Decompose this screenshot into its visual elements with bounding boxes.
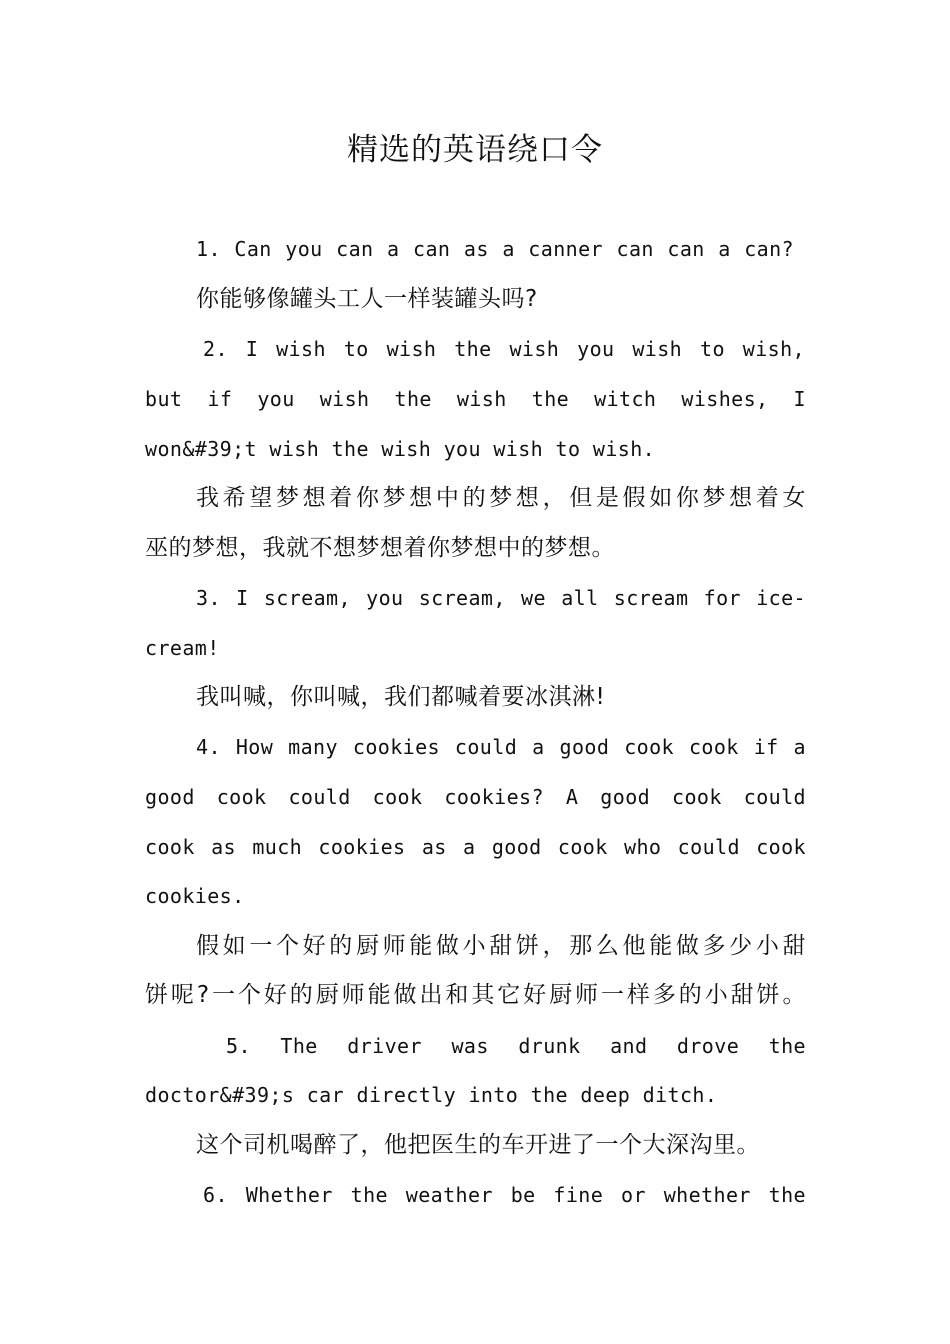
text-line: 1. Can you can a can as a canner can can a can?: [196, 237, 794, 261]
text-line: 你能够像罐头工人一样装罐头吗?: [196, 286, 538, 312]
text-line: 假如一个好的厨师能做小甜饼，那么他能做多少小甜: [196, 933, 806, 959]
text-line: 3. I scream, you scream, we all scream for ice-: [196, 586, 806, 610]
text-line: cook as much cookies as a good cook who could cook: [145, 835, 806, 859]
text-line: 我希望梦想着你梦想中的梦想，但是假如你梦想着女: [196, 485, 806, 511]
text-line: 5. The driver was drunk and drove the: [226, 1034, 806, 1058]
text-line: 6. Whether the weather be fine or whether the: [203, 1183, 806, 1207]
text-line: 这个司机喝醉了，他把医生的车开进了一个大深沟里。: [196, 1132, 760, 1158]
text-line: doctor&#39;s car directly into the deep ditch.: [145, 1083, 718, 1107]
text-line: 4. How many cookies could a good cook cook if a: [196, 735, 806, 759]
text-line: won&#39;t wish the wish you wish to wish.: [145, 437, 656, 461]
text-line: but if you wish the wish the witch wishes, I: [145, 387, 806, 411]
document-title: 精选的英语绕口令: [347, 132, 603, 168]
text-line: 2. I wish to wish the wish you wish to wish,: [203, 337, 805, 361]
text-line: cream!: [145, 636, 220, 660]
text-line: good cook could cook cookies? A good cook could: [145, 785, 806, 809]
text-line: 饼呢?一个好的厨师能做出和其它好厨师一样多的小甜饼。: [145, 982, 806, 1008]
text-line: cookies.: [145, 884, 245, 908]
text-line: 巫的梦想，我就不想梦想着你梦想中的梦想。: [145, 535, 615, 561]
text-line: 我叫喊，你叫喊，我们都喊着要冰淇淋!: [196, 684, 606, 710]
